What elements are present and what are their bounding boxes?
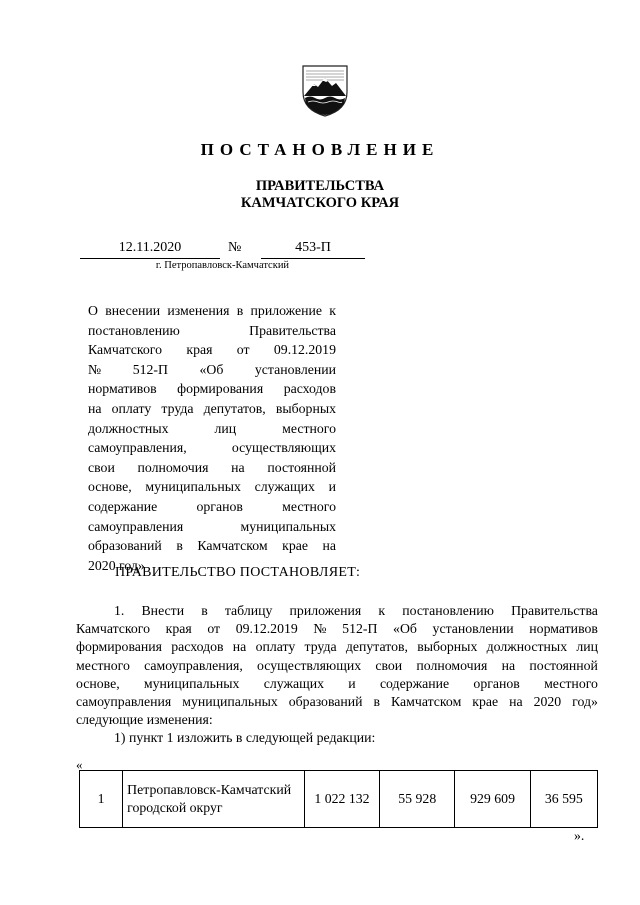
issue-city: г. Петропавловск-Камчатский — [155, 260, 290, 271]
word: выборных — [275, 400, 336, 416]
word: к — [378, 603, 386, 618]
word: № — [88, 361, 102, 377]
word: расходов — [283, 381, 336, 397]
body-line — [76, 638, 598, 656]
cell-value-4: 36 595 — [530, 771, 597, 828]
word: Правительства — [511, 603, 598, 618]
word: Камчатском — [197, 538, 268, 554]
subject-line — [88, 301, 336, 321]
word: и — [328, 479, 336, 495]
word: в — [176, 538, 183, 554]
kamchatka-coat-of-arms-icon — [300, 62, 350, 118]
word: свои — [88, 459, 115, 475]
body-line — [76, 711, 598, 729]
word: О — [88, 303, 98, 318]
subject-line — [88, 321, 336, 341]
word: «Об — [199, 361, 224, 377]
word: приложение — [250, 303, 323, 318]
body-line — [76, 693, 598, 711]
word: постановлению — [402, 603, 494, 618]
subject-line — [88, 379, 336, 399]
document-body — [76, 602, 598, 748]
word: к — [329, 303, 336, 318]
subject-line — [88, 438, 336, 458]
body-line — [76, 620, 598, 638]
word: от — [207, 621, 221, 637]
word: оплату — [111, 400, 152, 416]
word: самоуправления — [76, 693, 172, 709]
issuer-line-2: КАМЧАТСКОГО КРАЯ — [240, 195, 400, 211]
word: 09.12.2019 — [235, 621, 298, 637]
body-line — [76, 602, 598, 620]
word: местного — [544, 675, 598, 691]
word: таблицу — [224, 603, 273, 618]
word: 09.12.2019 — [273, 342, 336, 358]
word: полномочия — [416, 657, 488, 673]
quote-open: « — [76, 757, 83, 772]
cell-value-1: 1 022 132 — [304, 771, 379, 828]
word: на — [501, 657, 516, 673]
word: органов — [196, 498, 243, 514]
word: самоуправления — [88, 518, 184, 534]
document-date: 12.11.2020 — [80, 240, 220, 259]
word: должностных — [486, 639, 568, 655]
subject-line — [88, 458, 336, 478]
word: нормативов — [529, 621, 598, 637]
cell-value-2: 55 928 — [380, 771, 455, 828]
cell-value-3: 929 609 — [455, 771, 530, 828]
word: органов — [473, 675, 520, 691]
word: установлении — [254, 361, 336, 377]
word: «Об — [393, 621, 417, 637]
word: установлении — [432, 621, 514, 637]
word: постоянной — [529, 657, 598, 673]
word: самоуправления, — [88, 440, 187, 456]
word: служащих — [263, 675, 325, 691]
word: Камчатского — [76, 621, 151, 637]
body-line — [76, 675, 598, 693]
word: образований — [88, 538, 162, 554]
document-subject — [88, 301, 336, 575]
body-line-text: следующие изменения: — [76, 712, 213, 728]
word: депутатов, — [345, 639, 408, 655]
word: депутатов, — [203, 400, 266, 416]
word: лиц — [214, 420, 237, 436]
word: муниципальных — [145, 479, 241, 495]
word: местного — [282, 420, 336, 436]
word: крае — [472, 693, 499, 709]
word: постоянной — [267, 459, 336, 475]
word: Камчатском — [391, 693, 462, 709]
word: осуществляющих — [257, 657, 362, 673]
word: в — [373, 693, 381, 709]
word: на — [88, 400, 102, 416]
subject-line — [88, 536, 336, 556]
word: № — [313, 621, 327, 637]
word: на — [231, 459, 245, 475]
word: местного — [76, 657, 130, 673]
word: основе, — [76, 675, 120, 691]
word: края — [165, 621, 192, 637]
word: изменения — [167, 303, 230, 318]
word: Правительства — [249, 322, 336, 338]
document-title: ПОСТАНОВЛЕНИЕ — [200, 140, 440, 159]
word: нормативов — [88, 381, 157, 397]
word: осуществляющих — [231, 440, 336, 456]
word: оплату — [255, 639, 296, 655]
word: муниципальных — [182, 693, 278, 709]
word: местного — [282, 498, 336, 514]
subject-line — [88, 360, 336, 380]
word: Внести — [141, 603, 185, 618]
word: муниципальных — [143, 675, 240, 691]
word: на — [232, 639, 247, 655]
cell-municipality: Петропавловск-Камчатский городской округ — [123, 771, 305, 828]
word: выборных — [417, 639, 478, 655]
word: в — [201, 603, 208, 618]
word: образований — [288, 693, 363, 709]
word: свои — [375, 657, 403, 673]
word: лиц — [576, 639, 598, 655]
word: от — [236, 342, 250, 358]
word: 512-П — [342, 621, 378, 637]
requisites-row — [80, 240, 365, 260]
word: расходов — [171, 639, 224, 655]
word: 512-П — [132, 361, 168, 377]
word: формирования — [177, 381, 264, 397]
word: труда — [304, 639, 337, 655]
word: содержание — [88, 498, 158, 514]
subject-line — [88, 399, 336, 419]
subject-line — [88, 477, 336, 497]
issuer-line-1: ПРАВИТЕЛЬСТВА — [255, 178, 385, 194]
subject-line — [88, 517, 336, 537]
decree-heading: ПРАВИТЕЛЬСТВО ПОСТАНОВЛЯЕТ: — [115, 565, 361, 580]
cell-row-number: 1 — [80, 771, 123, 828]
word: должностных — [88, 420, 169, 436]
document-number: 453-П — [261, 240, 365, 259]
word: края — [186, 342, 213, 358]
word: внесении — [105, 303, 161, 318]
word: труда — [161, 400, 194, 416]
word: полномочия — [137, 459, 209, 475]
word: постановлению — [88, 322, 180, 338]
subject-line — [88, 340, 336, 360]
word: в — [236, 303, 244, 318]
quote-close: ». — [574, 828, 585, 843]
word: 1. — [114, 603, 125, 618]
word: формирования — [76, 639, 163, 655]
subject-line — [88, 497, 336, 517]
subject-line: 2020 год» — [88, 557, 145, 573]
word: Камчатского — [88, 342, 163, 358]
number-sign: № — [228, 240, 242, 255]
body-line-text: 1) пункт 1 изложить в следующей редакции: — [114, 730, 376, 746]
word: служащих — [254, 479, 315, 495]
word: приложения — [289, 603, 362, 618]
word: самоуправления, — [144, 657, 243, 673]
word: крае — [282, 538, 308, 554]
word: и — [348, 675, 356, 691]
word: основе, — [88, 479, 132, 495]
body-line — [76, 657, 598, 675]
word: на — [509, 693, 523, 709]
word: муниципальных — [240, 518, 336, 534]
issuer-block — [0, 178, 640, 212]
word: 2020 — [533, 693, 562, 709]
word: содержание — [379, 675, 450, 691]
word: год» — [572, 693, 598, 709]
subject-line — [88, 419, 336, 439]
word: на — [322, 538, 336, 554]
body-line — [76, 729, 598, 747]
table-row — [80, 771, 598, 828]
norms-table — [79, 770, 598, 828]
